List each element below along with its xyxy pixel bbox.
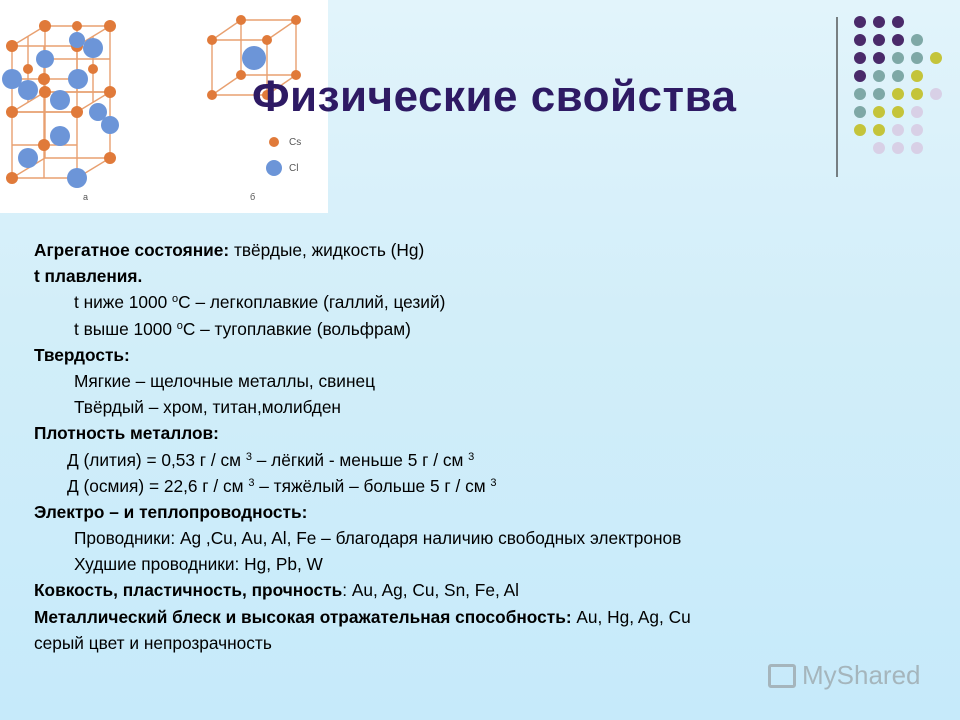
superscript: 3: [468, 450, 475, 463]
slide-body: [34, 237, 954, 656]
label-text: C – тугоплавкие (вольфрам): [182, 318, 411, 339]
watermark-text: MyShared: [802, 660, 921, 690]
label-bold: t плавления.: [34, 266, 143, 287]
text-line: [34, 525, 954, 551]
label-text: C – легкоплавкие (галлий, цезий): [178, 292, 446, 313]
text-line: [34, 447, 954, 473]
label-text: : Au, Ag, Cu, Sn, Fe, Al: [342, 580, 519, 601]
text-line: [34, 342, 954, 368]
text-line: [34, 604, 954, 630]
label-bold: Твердость:: [34, 344, 130, 365]
slide-title: Физические свойства: [252, 72, 737, 121]
text-line: [34, 630, 954, 656]
label-text: Мягкие – щелочные металлы, свинец: [74, 370, 376, 391]
label-text: – тяжёлый – больше 5 г / см: [254, 475, 491, 496]
text-line: [34, 263, 954, 289]
label-bold: Ковкость, пластичность, прочность: [34, 580, 343, 601]
text-line: [34, 316, 954, 342]
legend-cl: Cl: [289, 163, 299, 174]
text-line: [34, 237, 954, 263]
label-text: Au, Hg, Ag, Cu: [571, 606, 691, 627]
label-bold: Металлический блеск и высокая отражательная способность:: [34, 606, 572, 627]
text-line: [34, 551, 954, 577]
label-bold: Электро – и теплопроводность:: [34, 501, 308, 522]
label-bold: Агрегатное состояние:: [34, 240, 230, 260]
figure-label-b: б: [250, 192, 256, 202]
watermark: [768, 660, 928, 696]
superscript: o: [172, 293, 179, 306]
text-line: [34, 289, 954, 315]
legend-cs: Cs: [289, 137, 302, 148]
label-text: Проводники: Ag ,Cu, Au, Al, Fe – благодаря наличию свободных электронов: [74, 528, 682, 549]
figure-label-a: а: [83, 192, 89, 202]
text-line: [34, 499, 954, 525]
decorative-dot-grid: [832, 12, 960, 182]
superscript: o: [176, 319, 183, 332]
text-line: [34, 473, 954, 499]
label-text: Худшие проводники: Hg, Pb, W: [74, 554, 323, 575]
label-text: t ниже 1000: [74, 292, 173, 313]
label-text: t выше 1000: [74, 318, 177, 339]
label-text: Д (осмия) = 22,6 г / см: [67, 475, 249, 496]
monitor-icon: [768, 664, 796, 688]
text-line: [34, 368, 954, 394]
label-bold: Плотность металлов:: [34, 423, 219, 444]
label-text: серый цвет и непрозрачность: [34, 632, 272, 653]
superscript: 3: [248, 476, 255, 489]
text-line: [34, 420, 954, 446]
label-text: твёрдые, жидкость (Hg): [229, 240, 425, 260]
text-line: [34, 577, 954, 603]
label-text: Д (лития) = 0,53 г / см: [67, 449, 246, 470]
superscript: 3: [245, 450, 252, 463]
label-text: – лёгкий - меньше 5 г / см: [251, 449, 469, 470]
text-line: [34, 394, 954, 420]
superscript: 3: [490, 476, 497, 489]
label-text: Твёрдый – хром, титан,молибден: [74, 397, 341, 418]
